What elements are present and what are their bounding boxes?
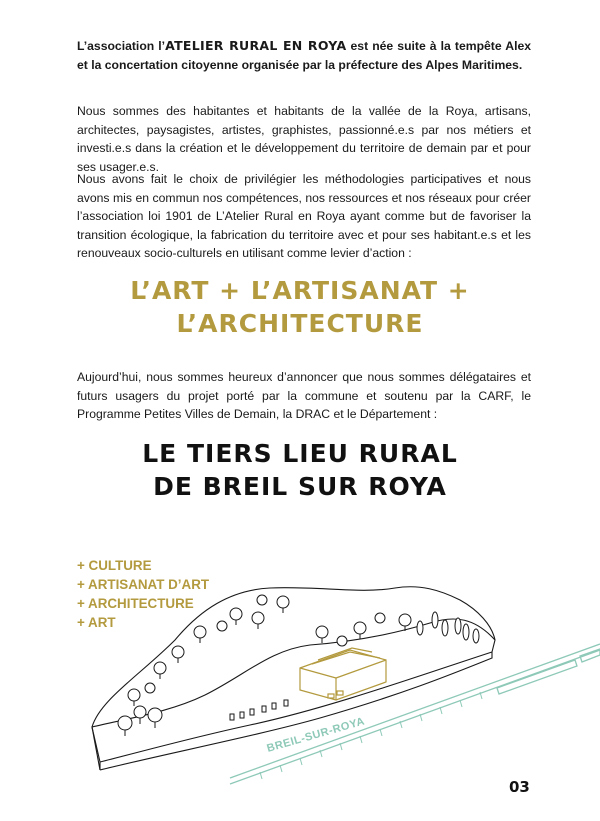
intro-suffix: est née suite à la tempête Alex et la concertation citoyenne organisée par la préfecture des Alpes Maritimes.	[77, 39, 532, 72]
action-heading-line-2: L’ARCHITECTURE	[176, 309, 424, 338]
activity-item: + ARCHITECTURE	[77, 596, 194, 611]
project-title-line-1: LE TIERS LIEU RURAL	[142, 439, 458, 468]
small-buildings	[230, 700, 288, 720]
activities-list	[77, 556, 209, 632]
methodology-paragraph: Nous avons fait le choix de privilégier les méthodologies participatives et nous avons mis en commun nos compétences, nos ressources et nos réseaux pour créer l’association loi 1901 de L’Atelier Rural en Roya ayant comme but de favoriser la transition écologique, la fabrication du territoire avec et pour ses habitant.e.s et les renouveaux socio-culturels en utilisant comme levier d’action :	[77, 172, 531, 261]
association-name: ATELIER RURAL EN ROYA	[165, 38, 347, 53]
activity-item: + CULTURE	[77, 558, 152, 573]
project-title-line-2: DE BREIL SUR ROYA	[153, 472, 447, 501]
announcement-paragraph: Aujourd’hui, nous sommes heureux d’annoncer que nous sommes délégataires et futurs usagers du projet porté par la commune et soutenu par la CARF, le Programme Petites Villes de Demain, la DRAC et le Département :	[77, 370, 531, 422]
intro-prefix: L’association l’	[77, 39, 166, 53]
members-paragraph: Nous sommes des habitantes et habitants de la vallée de la Roya, artisans, architectes, paysagistes, artistes, graphistes, passionné.e.s par nos métiers et investi.e.s dans la création et le développement du territoire de demain par et pour ses usager.e.s.	[77, 104, 531, 174]
activity-item: + ART	[77, 615, 116, 630]
intro-paragraph	[77, 37, 531, 74]
page-number: 03	[509, 778, 530, 796]
action-heading-line-1: L’ART + L’ARTISANAT +	[130, 276, 470, 305]
activity-item: + ARTISANAT D’ART	[77, 577, 210, 592]
town-label: BREIL-SUR-ROYA	[265, 715, 367, 755]
tiers-lieu-building	[300, 648, 386, 700]
railway-track	[230, 644, 600, 784]
